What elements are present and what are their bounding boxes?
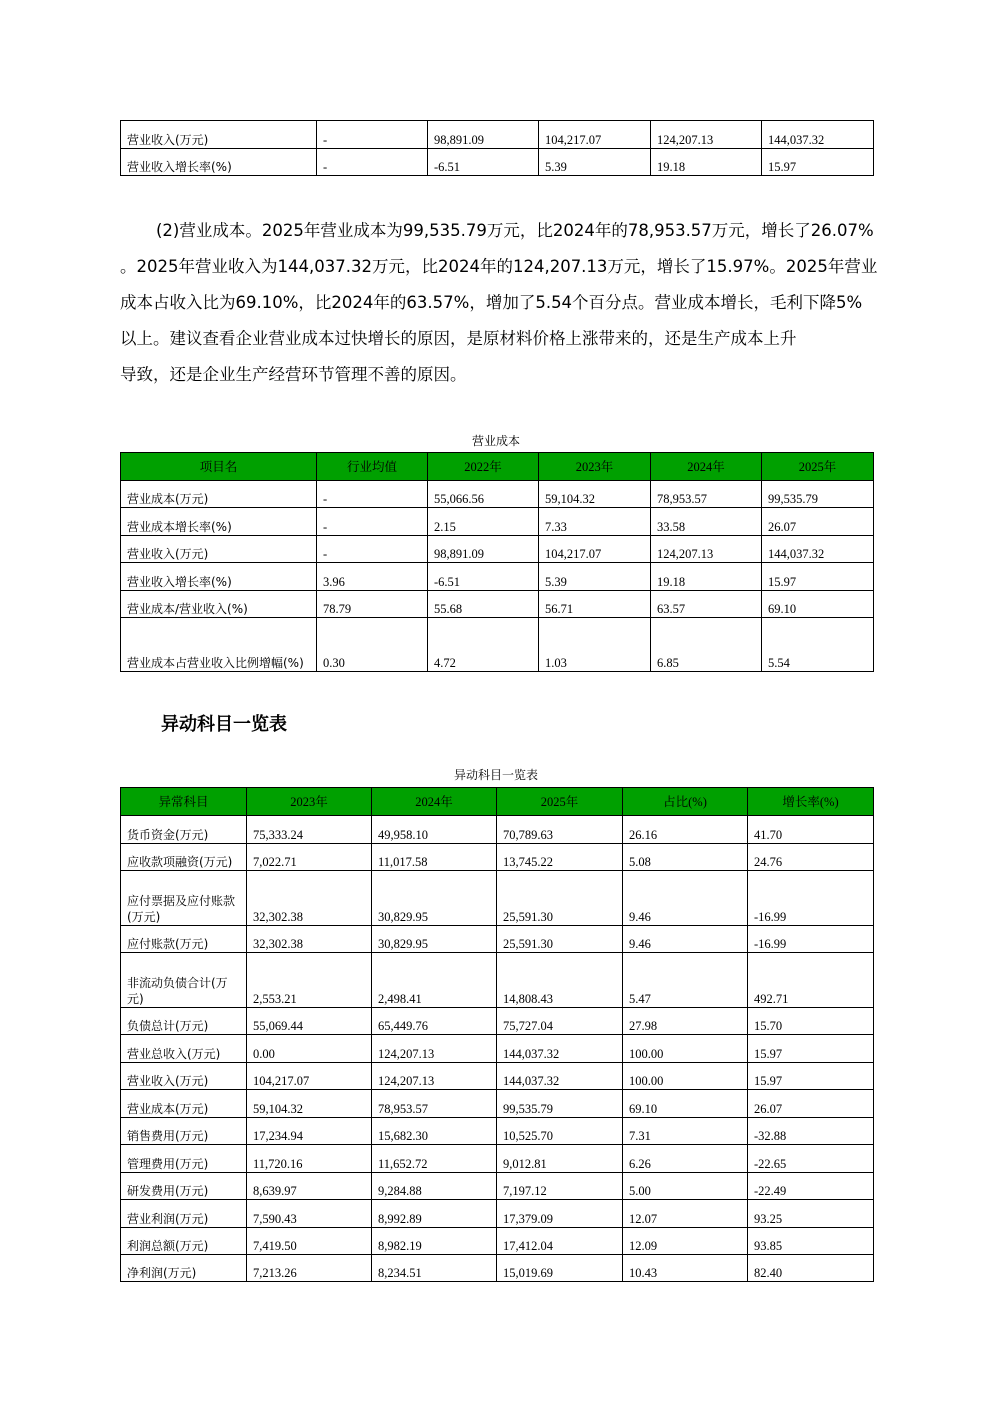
value-cell: 98,891.09 [428, 536, 539, 563]
value-cell: 9.46 [623, 926, 748, 953]
value-cell: 26.07 [748, 1090, 874, 1118]
value-cell: 59,104.32 [247, 1090, 372, 1118]
value-cell: -6.51 [428, 563, 539, 591]
paragraph-line: 。2025年营业收入为144,037.32万元，比2024年的124,207.13万元，增长了15.97%。2025年营业 [120, 257, 878, 276]
table-row [121, 816, 874, 844]
value-cell: 7,213.26 [247, 1255, 372, 1282]
value-cell: 7,590.43 [247, 1200, 372, 1228]
value-cell: 15.97 [762, 149, 874, 176]
value-cell: 33.58 [651, 508, 762, 536]
value-cell: 32,302.38 [247, 871, 372, 926]
value-cell: - [317, 536, 428, 563]
value-cell: 15.70 [748, 1008, 874, 1035]
table-row [121, 844, 874, 871]
value-cell: 75,727.04 [497, 1008, 623, 1035]
row-label-cell: 应付票据及应付账款(万元) [121, 871, 247, 926]
row-label-cell: 利润总额(万元) [121, 1228, 247, 1255]
value-cell: 7.31 [623, 1118, 748, 1145]
table-row [121, 1255, 874, 1282]
value-cell: 65,449.76 [372, 1008, 497, 1035]
value-cell: 15,682.30 [372, 1118, 497, 1145]
value-cell: 104,217.07 [539, 536, 651, 563]
table-row [121, 508, 874, 536]
value-cell: 99,535.79 [762, 481, 874, 508]
value-cell: 5.47 [623, 953, 748, 1008]
value-cell: 124,207.13 [651, 536, 762, 563]
column-header: 异常科目 [121, 788, 247, 816]
value-cell: 7,197.12 [497, 1173, 623, 1200]
table-row [121, 1228, 874, 1255]
value-cell: - [317, 149, 428, 176]
row-label-cell: 研发费用(万元) [121, 1173, 247, 1200]
value-cell: 55,069.44 [247, 1008, 372, 1035]
column-header: 2025年 [762, 453, 874, 481]
paragraph-line: 以上。建议查看企业营业成本过快增长的原因，是原材料价格上涨带来的，还是生产成本上升 [120, 329, 797, 348]
row-label-cell: 应付账款(万元) [121, 926, 247, 953]
table-row [121, 618, 874, 672]
row-label-cell: 营业利润(万元) [121, 1200, 247, 1228]
value-cell: 104,217.07 [539, 121, 651, 149]
value-cell: 104,217.07 [247, 1063, 372, 1090]
row-label-cell: 营业成本(万元) [121, 481, 317, 508]
value-cell: 8,234.51 [372, 1255, 497, 1282]
value-cell: 41.70 [748, 816, 874, 844]
row-label-cell: 营业成本占营业收入比例增幅(%) [121, 618, 317, 672]
row-label-cell: 营业收入增长率(%) [121, 563, 317, 591]
value-cell: -22.49 [748, 1173, 874, 1200]
table-row [121, 121, 874, 149]
value-cell: 9,012.81 [497, 1145, 623, 1173]
value-cell: 25,591.30 [497, 871, 623, 926]
cost-table [120, 452, 874, 672]
value-cell: 70,789.63 [497, 816, 623, 844]
value-cell: 2,553.21 [247, 953, 372, 1008]
value-cell: 492.71 [748, 953, 874, 1008]
table-row [121, 1063, 874, 1090]
value-cell: -16.99 [748, 926, 874, 953]
table-row [121, 1090, 874, 1118]
row-label-cell: 营业收入(万元) [121, 536, 317, 563]
value-cell: 8,639.97 [247, 1173, 372, 1200]
anomaly-table-header-row [121, 788, 874, 816]
row-label-cell: 营业成本(万元) [121, 1090, 247, 1118]
value-cell: 5.08 [623, 844, 748, 871]
column-header: 2024年 [651, 453, 762, 481]
row-label-cell: 营业收入(万元) [121, 1063, 247, 1090]
row-label-cell: 应收款项融资(万元) [121, 844, 247, 871]
paragraph-line: 导致，还是企业生产经营环节管理不善的原因。 [120, 365, 467, 384]
table-row [121, 1008, 874, 1035]
value-cell: 93.85 [748, 1228, 874, 1255]
table-row [121, 149, 874, 176]
value-cell: 7.33 [539, 508, 651, 536]
value-cell: 6.26 [623, 1145, 748, 1173]
value-cell: 5.39 [539, 563, 651, 591]
value-cell: 124,207.13 [372, 1063, 497, 1090]
value-cell: 144,037.32 [497, 1035, 623, 1063]
value-cell: 26.07 [762, 508, 874, 536]
value-cell: 69.10 [623, 1090, 748, 1118]
value-cell: 10,525.70 [497, 1118, 623, 1145]
value-cell: 100.00 [623, 1035, 748, 1063]
value-cell: 17,234.94 [247, 1118, 372, 1145]
row-label-cell: 货币资金(万元) [121, 816, 247, 844]
row-label-cell: 营业成本增长率(%) [121, 508, 317, 536]
value-cell: 2,498.41 [372, 953, 497, 1008]
value-cell: -6.51 [428, 149, 539, 176]
value-cell: -22.65 [748, 1145, 874, 1173]
table-row [121, 926, 874, 953]
value-cell: 5.39 [539, 149, 651, 176]
value-cell: 15.97 [762, 563, 874, 591]
value-cell: 8,982.19 [372, 1228, 497, 1255]
column-header: 项目名 [121, 453, 317, 481]
value-cell: 7,022.71 [247, 844, 372, 871]
value-cell: 100.00 [623, 1063, 748, 1090]
value-cell: 59,104.32 [539, 481, 651, 508]
row-label-cell: 营业收入增长率(%) [121, 149, 317, 176]
column-header: 2025年 [497, 788, 623, 816]
row-label-cell: 负债总计(万元) [121, 1008, 247, 1035]
value-cell: 30,829.95 [372, 926, 497, 953]
value-cell: - [317, 508, 428, 536]
value-cell: 55,066.56 [428, 481, 539, 508]
value-cell: 78,953.57 [651, 481, 762, 508]
value-cell: 8,992.89 [372, 1200, 497, 1228]
table-row [121, 1118, 874, 1145]
value-cell: 49,958.10 [372, 816, 497, 844]
row-label-cell: 非流动负债合计(万元) [121, 953, 247, 1008]
row-label-cell: 营业总收入(万元) [121, 1035, 247, 1063]
value-cell: 10.43 [623, 1255, 748, 1282]
value-cell: 144,037.32 [497, 1063, 623, 1090]
value-cell: 19.18 [651, 563, 762, 591]
anomaly-table-caption: 异动科目一览表 [453, 768, 538, 782]
row-label-cell: 净利润(万元) [121, 1255, 247, 1282]
value-cell: 11,720.16 [247, 1145, 372, 1173]
column-header: 增长率(%) [748, 788, 874, 816]
column-header: 2024年 [372, 788, 497, 816]
value-cell: 15,019.69 [497, 1255, 623, 1282]
column-header: 行业均值 [317, 453, 428, 481]
row-label-cell: 营业成本/营业收入(%) [121, 591, 317, 618]
value-cell: 19.18 [651, 149, 762, 176]
value-cell: 9,284.88 [372, 1173, 497, 1200]
value-cell: 15.97 [748, 1035, 874, 1063]
paragraph-line: 成本占收入比为69.10%，比2024年的63.57%，增加了5.54个百分点。营业成本增长，毛利下降5% [120, 293, 863, 312]
anomaly-table [120, 787, 874, 1282]
value-cell: 13,745.22 [497, 844, 623, 871]
table-row [121, 481, 874, 508]
value-cell: 7,419.50 [247, 1228, 372, 1255]
column-header: 2023年 [247, 788, 372, 816]
top-revenue-table [120, 120, 874, 176]
value-cell: 144,037.32 [762, 536, 874, 563]
row-label-cell: 营业收入(万元) [121, 121, 317, 149]
value-cell: 32,302.38 [247, 926, 372, 953]
value-cell: - [317, 121, 428, 149]
value-cell: 99,535.79 [497, 1090, 623, 1118]
table-row [121, 1173, 874, 1200]
value-cell: 63.57 [651, 591, 762, 618]
value-cell: 3.96 [317, 563, 428, 591]
value-cell: 0.30 [317, 618, 428, 672]
value-cell: 6.85 [651, 618, 762, 672]
value-cell: 124,207.13 [372, 1035, 497, 1063]
value-cell: 2.15 [428, 508, 539, 536]
value-cell: 17,412.04 [497, 1228, 623, 1255]
value-cell: -16.99 [748, 871, 874, 926]
value-cell: 56.71 [539, 591, 651, 618]
table-row [121, 563, 874, 591]
value-cell: 30,829.95 [372, 871, 497, 926]
table-row [121, 536, 874, 563]
row-label-cell: 管理费用(万元) [121, 1145, 247, 1173]
value-cell: 4.72 [428, 618, 539, 672]
value-cell: -32.88 [748, 1118, 874, 1145]
value-cell: - [317, 481, 428, 508]
value-cell: 1.03 [539, 618, 651, 672]
value-cell: 0.00 [247, 1035, 372, 1063]
table-row [121, 871, 874, 926]
value-cell: 78.79 [317, 591, 428, 618]
value-cell: 78,953.57 [372, 1090, 497, 1118]
value-cell: 12.07 [623, 1200, 748, 1228]
value-cell: 5.00 [623, 1173, 748, 1200]
value-cell: 5.54 [762, 618, 874, 672]
table-row [121, 953, 874, 1008]
value-cell: 69.10 [762, 591, 874, 618]
value-cell: 144,037.32 [762, 121, 874, 149]
value-cell: 25,591.30 [497, 926, 623, 953]
column-header: 2023年 [539, 453, 651, 481]
paragraph-line: (2)营业成本。2025年营业成本为99,535.79万元，比2024年的78,953.57万元，增长了26.07% [156, 221, 874, 240]
value-cell: 98,891.09 [428, 121, 539, 149]
column-header: 占比(%) [623, 788, 748, 816]
value-cell: 24.76 [748, 844, 874, 871]
value-cell: 55.68 [428, 591, 539, 618]
cost-table-header-row [121, 453, 874, 481]
value-cell: 15.97 [748, 1063, 874, 1090]
value-cell: 93.25 [748, 1200, 874, 1228]
value-cell: 27.98 [623, 1008, 748, 1035]
value-cell: 75,333.24 [247, 816, 372, 844]
cost-table-caption: 营业成本 [471, 434, 520, 448]
table-row [121, 1200, 874, 1228]
value-cell: 26.16 [623, 816, 748, 844]
value-cell: 17,379.09 [497, 1200, 623, 1228]
value-cell: 82.40 [748, 1255, 874, 1282]
table-row [121, 591, 874, 618]
row-label-cell: 销售费用(万元) [121, 1118, 247, 1145]
column-header: 2022年 [428, 453, 539, 481]
value-cell: 11,017.58 [372, 844, 497, 871]
value-cell: 9.46 [623, 871, 748, 926]
value-cell: 124,207.13 [651, 121, 762, 149]
cost-analysis-paragraph [120, 213, 876, 393]
section-heading: 异动科目一览表 [161, 714, 287, 735]
table-row [121, 1145, 874, 1173]
value-cell: 12.09 [623, 1228, 748, 1255]
value-cell: 14,808.43 [497, 953, 623, 1008]
table-row [121, 1035, 874, 1063]
value-cell: 11,652.72 [372, 1145, 497, 1173]
